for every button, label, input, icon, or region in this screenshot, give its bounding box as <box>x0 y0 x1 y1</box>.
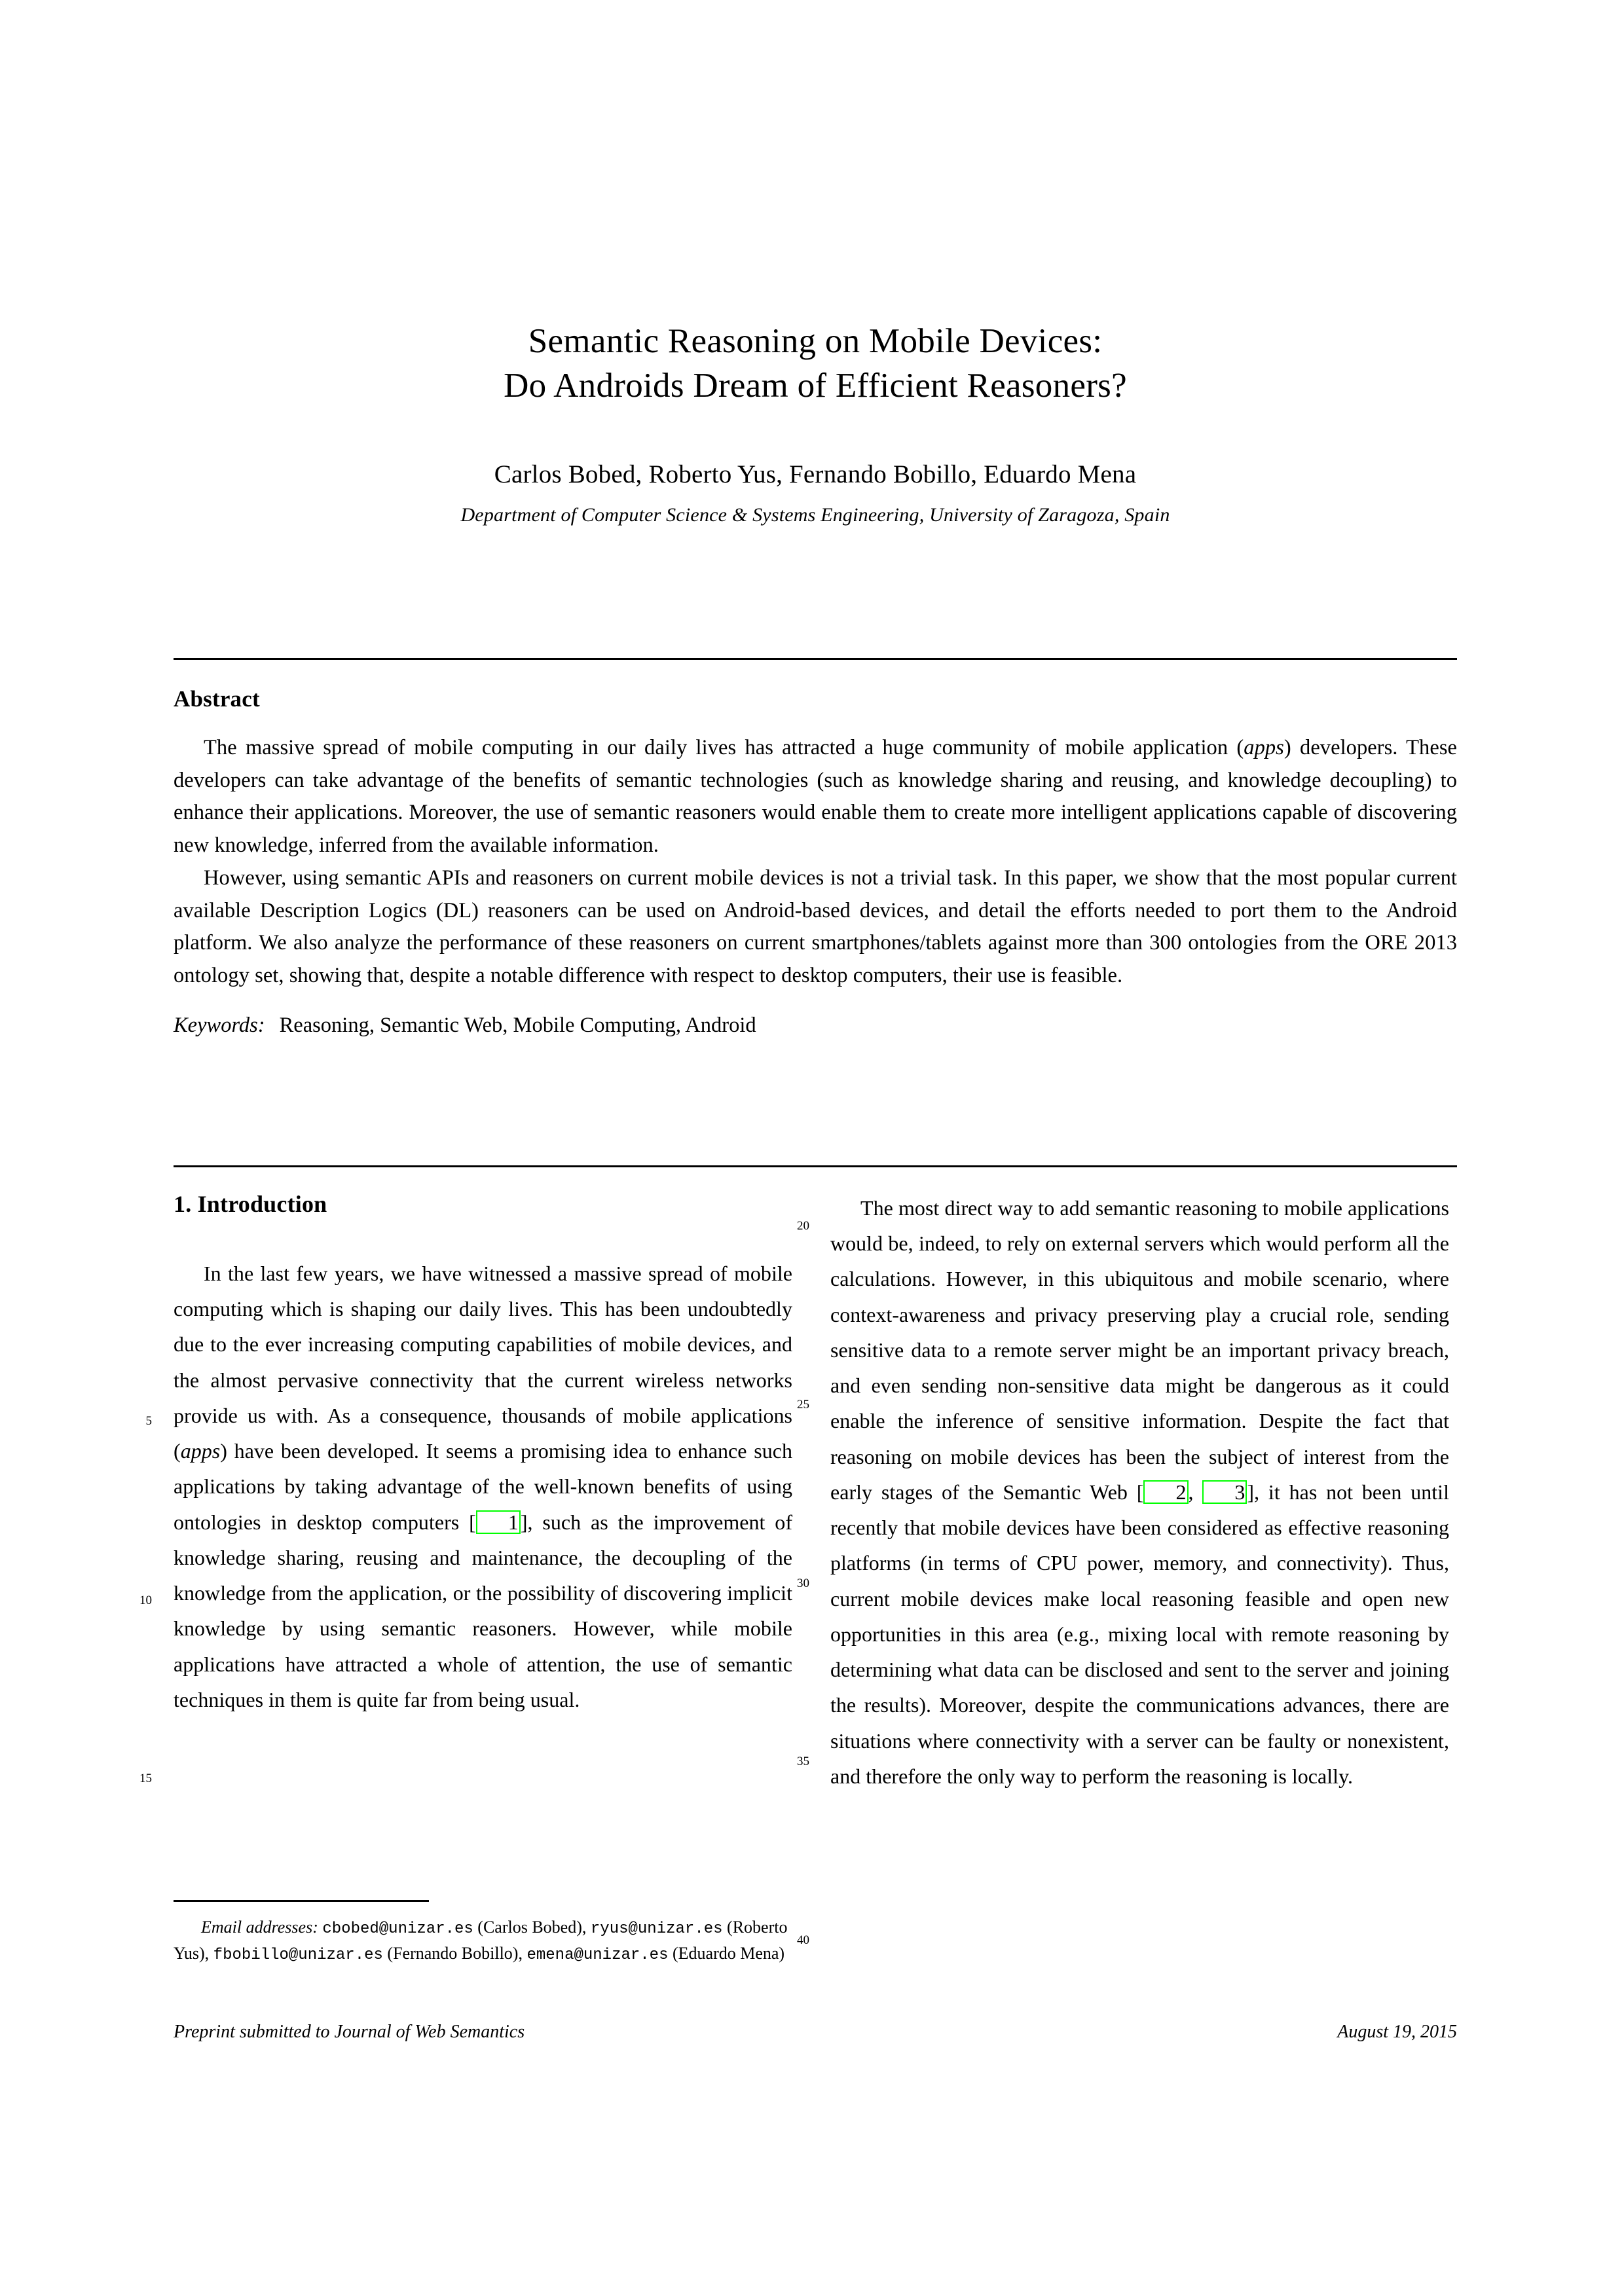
citation-bracket-close-2: ] <box>1247 1480 1255 1504</box>
abstract-paragraph-2: However, using semantic APIs and reasoners on current mobile devices is not a trivial task. In this paper, we show that the most popular current available Description Logics (DL) reasoners can be used on Android-based devices, and detail the efforts needed to port them to the Android platform. We also analyze the performance of these reasoners on current smartphones/tablets against more than 300 ontologies from the ORE 2013 ontology set, showing that, despite a notable difference with respect to desktop computers, their use is feasible. <box>174 866 1457 988</box>
line-number-30: 30 <box>797 1576 809 1590</box>
author-list: Carlos Bobed, Roberto Yus, Fernando Bobillo, Eduardo Mena <box>494 460 1137 488</box>
footer-date: August 19, 2015 <box>1337 2022 1457 2042</box>
section-heading-introduction: 1. Introduction <box>174 1191 327 1217</box>
keywords-label: Keywords: <box>174 1013 265 1037</box>
email-link-4[interactable]: emena@unizar.es <box>526 1946 669 1964</box>
keywords-line <box>174 1010 1457 1042</box>
footnote-email-addresses <box>174 1915 792 1967</box>
page-footer <box>174 2022 1457 2043</box>
citation-ref-1[interactable] <box>469 1510 527 1534</box>
title-block <box>167 319 1464 409</box>
footer-preprint-note: Preprint submitted to Journal of Web Semantics <box>174 2022 525 2042</box>
email-link-2[interactable]: ryus@unizar.es <box>590 1920 723 1938</box>
line-number-20: 20 <box>797 1219 809 1233</box>
email-owner-2: (Roberto Yus), <box>174 1918 788 1963</box>
abstract-section <box>174 686 1457 1042</box>
citation-link-2[interactable]: 2 <box>1143 1480 1188 1504</box>
abstract-top-divider <box>174 658 1457 660</box>
affiliation: Department of Computer Science & Systems Engineering, University of Zaragoza, Spain <box>460 504 1170 526</box>
email-link-1[interactable]: cbobed@unizar.es <box>322 1920 473 1938</box>
email-owner-4: (Eduardo Mena) <box>673 1943 785 1963</box>
intro-right-part-1: The most direct way to add semantic reasoning to mobile applications would be, indeed, to rely on external servers which would perform all the calculations. However, in this ubiquitous and mobile scenario, where context-awareness and privacy preserving play a crucial role, sending sensitive data to a remote server might be an important privacy breach, and even sending non-sensitive data might be dangerous as it could enable the inference of sensitive information. Despite the fact that reasoning on mobile devices has been the subject of interest from the early stages of the Semantic Web <box>830 1196 1449 1504</box>
email-owner-1: (Carlos Bobed), <box>477 1918 587 1937</box>
intro-right-part-2: , it has not been until recently that mobile devices have been considered as effective reasoning platforms (in terms of CPU power, memory, and connectivity). Thus, current mobile devices make local reasoning feasible and open new opportunities in this area (e.g., mixing local with remote reasoning by determining what data can be disclosed and sent to the server and joining the results). Moreover, despite the communications advances, there are situations where connectivity with a server can be faulty or nonexistent, and therefore the only way to perform the reasoning is locally. <box>830 1480 1449 1788</box>
intro-paragraph-right <box>830 1190 1449 1794</box>
column-left <box>174 1190 792 1717</box>
citation-ref-2-3[interactable] <box>1137 1480 1254 1504</box>
citation-bracket-open: [ <box>469 1510 476 1534</box>
intro-left-part-2: ) have been developed. It seems a promising idea to enhance such applications by taking advantage of the well-known benefits of using ontologies in desktop computers <box>174 1439 792 1534</box>
abstract-paragraph-1 <box>174 732 1457 862</box>
abstract-p1-italic: apps <box>1244 736 1284 759</box>
body-columns <box>0 1190 1624 2022</box>
intro-left-part-3: , such as the improvement of knowledge sharing, reusing and maintenance, the decoupling of the knowledge from the application, or the possibility of discovering implicit knowledge by using semantic reasoners. However, while mobile applications have attracted a whole of attention, the use of semantic techniques in them is quite far from being usual. <box>174 1510 793 1711</box>
citation-link-1[interactable]: 1 <box>476 1510 521 1534</box>
abstract-bottom-divider <box>174 1165 1457 1167</box>
column-right <box>830 1190 1449 1794</box>
abstract-p1-pre: The massive spread of mobile computing in our daily lives has attracted a huge community of mobile application ( <box>204 736 1244 759</box>
email-link-3[interactable]: fbobillo@unizar.es <box>213 1946 383 1964</box>
line-number-15: 15 <box>139 1772 152 1785</box>
title-line-1: Semantic Reasoning on Mobile Devices: <box>528 322 1103 360</box>
intro-left-italic-apps: apps <box>180 1439 221 1463</box>
abstract-heading: Abstract <box>174 686 260 712</box>
citation-separator: , <box>1188 1480 1203 1504</box>
footnote-divider <box>174 1900 429 1902</box>
line-number-40: 40 <box>797 1933 809 1947</box>
keywords-value: Reasoning, Semantic Web, Mobile Computing, Android <box>279 1013 756 1037</box>
page-title <box>167 319 1464 409</box>
intro-paragraph-left <box>174 1256 792 1717</box>
abstract-p1-post: ) developers. These developers can take advantage of the benefits of semantic technologies (such as knowledge sharing and reusing, and knowledge decoupling) to enhance their applications. Moreover, the use of semantic reasoners would enable them to create more intelligent applications capable of discovering new knowledge, inferred from the available information. <box>174 736 1457 858</box>
citation-link-3[interactable]: 3 <box>1202 1480 1247 1504</box>
title-line-2: Do Androids Dream of Efficient Reasoners? <box>504 366 1127 405</box>
line-number-5: 5 <box>145 1414 152 1428</box>
intro-left-part-1: In the last few years, we have witnessed a massive spread of mobile computing which is shaping our daily lives. This has been undoubtedly due to the ever increasing computing capabilities of mobile devices, and the almost pervasive connectivity that the current wireless networks provide us with. As a consequence, thousands of mobile applications ( <box>174 1262 792 1463</box>
citation-bracket-close: ] <box>520 1510 528 1534</box>
line-number-10: 10 <box>139 1594 152 1607</box>
citation-bracket-open-2: [ <box>1136 1480 1144 1504</box>
line-number-35: 35 <box>797 1755 809 1768</box>
email-owner-3: (Fernando Bobillo), <box>387 1943 523 1963</box>
footnote-block <box>174 1900 792 1967</box>
footnote-label: Email addresses: <box>201 1918 318 1937</box>
line-number-25: 25 <box>797 1398 809 1412</box>
